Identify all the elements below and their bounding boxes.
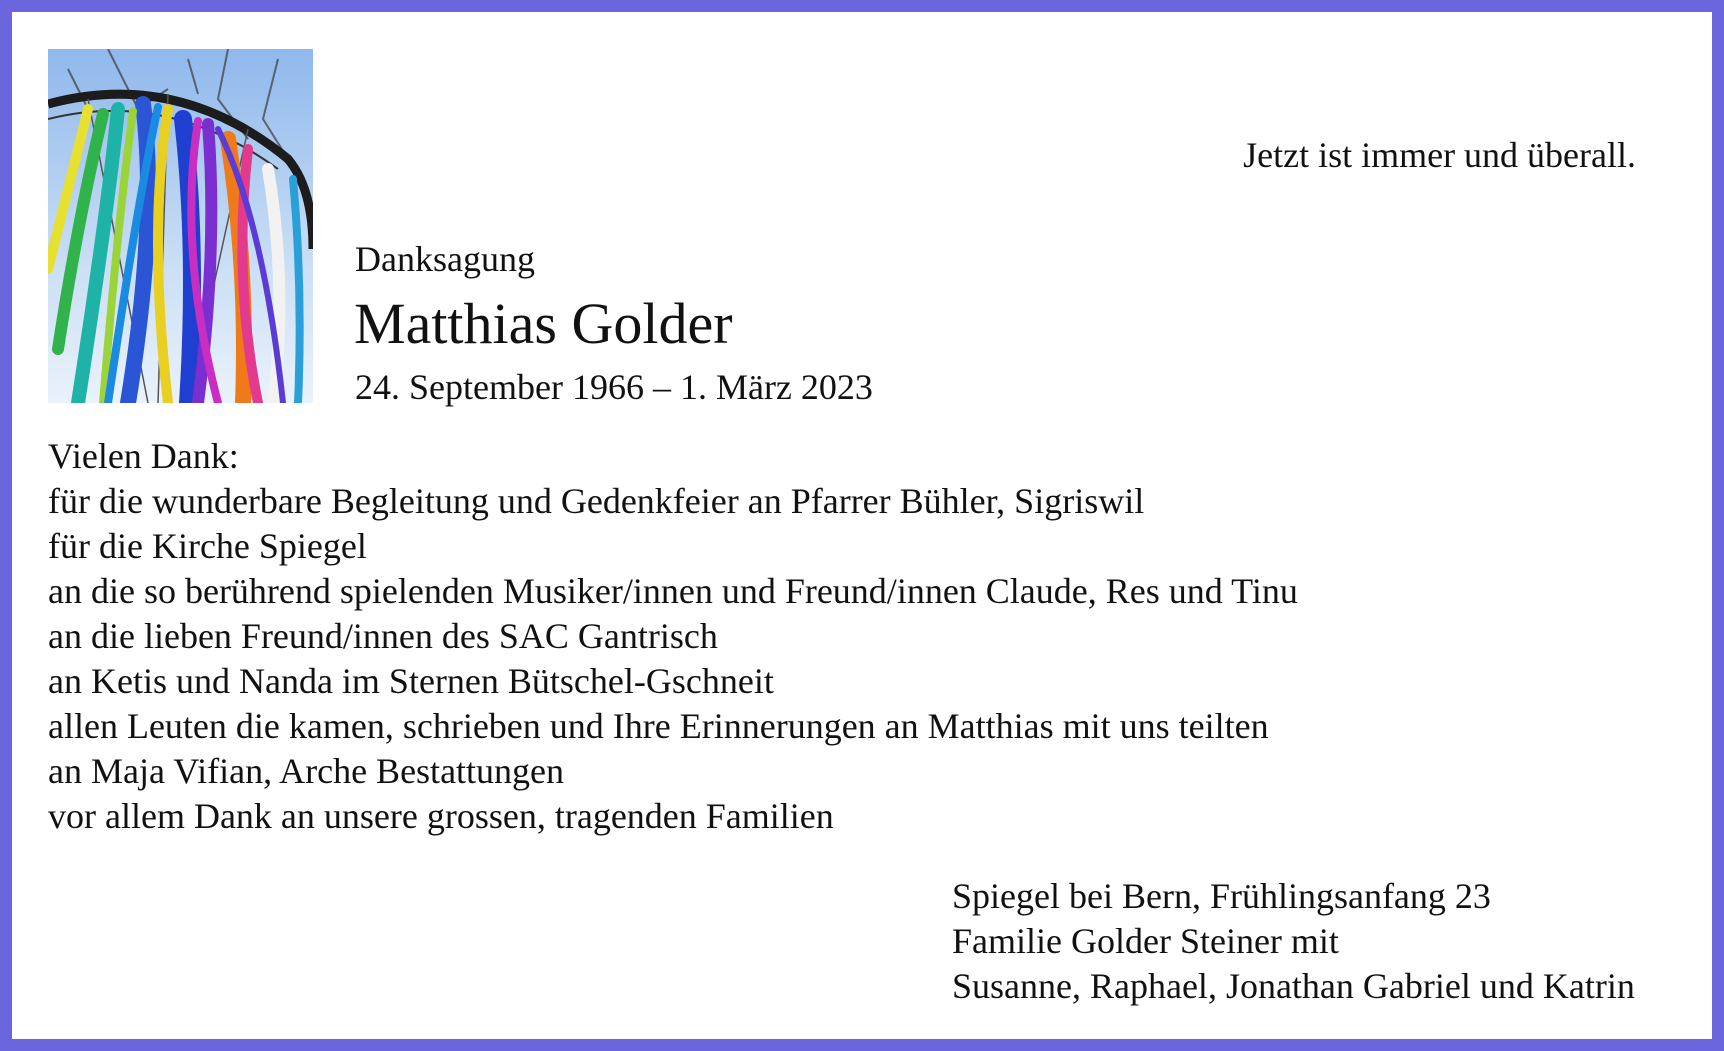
ribbons-photo-icon bbox=[48, 49, 313, 403]
thanks-line: an Ketis und Nanda im Sternen Bütschel-Gschneit bbox=[48, 661, 774, 701]
thanks-line: an die lieben Freund/innen des SAC Gantrisch bbox=[48, 616, 718, 656]
signature-family: Familie Golder Steiner mit bbox=[952, 921, 1339, 961]
thanks-line: vor allem Dank an unsere grossen, tragenden Familien bbox=[48, 796, 834, 836]
signature-place-date: Spiegel bei Bern, Frühlingsanfang 23 bbox=[952, 876, 1491, 916]
memorial-photo bbox=[48, 49, 313, 403]
thanks-intro: Vielen Dank: bbox=[48, 436, 239, 476]
thanks-line: an Maja Vifian, Arche Bestattungen bbox=[48, 751, 565, 791]
motto-quote: Jetzt ist immer und überall. bbox=[1243, 135, 1636, 175]
deceased-name: Matthias Golder bbox=[354, 291, 733, 356]
signature-members: Susanne, Raphael, Jonathan Gabriel und Katrin bbox=[952, 966, 1635, 1006]
thanks-line: für die Kirche Spiegel bbox=[48, 526, 367, 566]
thanks-section bbox=[48, 434, 1298, 839]
heading-label: Danksagung bbox=[355, 239, 535, 279]
thanks-line: allen Leuten die kamen, schrieben und Ihre Erinnerungen an Matthias mit uns teilten bbox=[48, 706, 1269, 746]
signature-block bbox=[952, 874, 1635, 1009]
life-dates: 24. September 1966 – 1. März 2023 bbox=[355, 367, 873, 407]
thanks-line: für die wunderbare Begleitung und Gedenkfeier an Pfarrer Bühler, Sigriswil bbox=[48, 481, 1145, 521]
thanks-line: an die so berührend spielenden Musiker/innen und Freund/innen Claude, Res und Tinu bbox=[48, 571, 1298, 611]
